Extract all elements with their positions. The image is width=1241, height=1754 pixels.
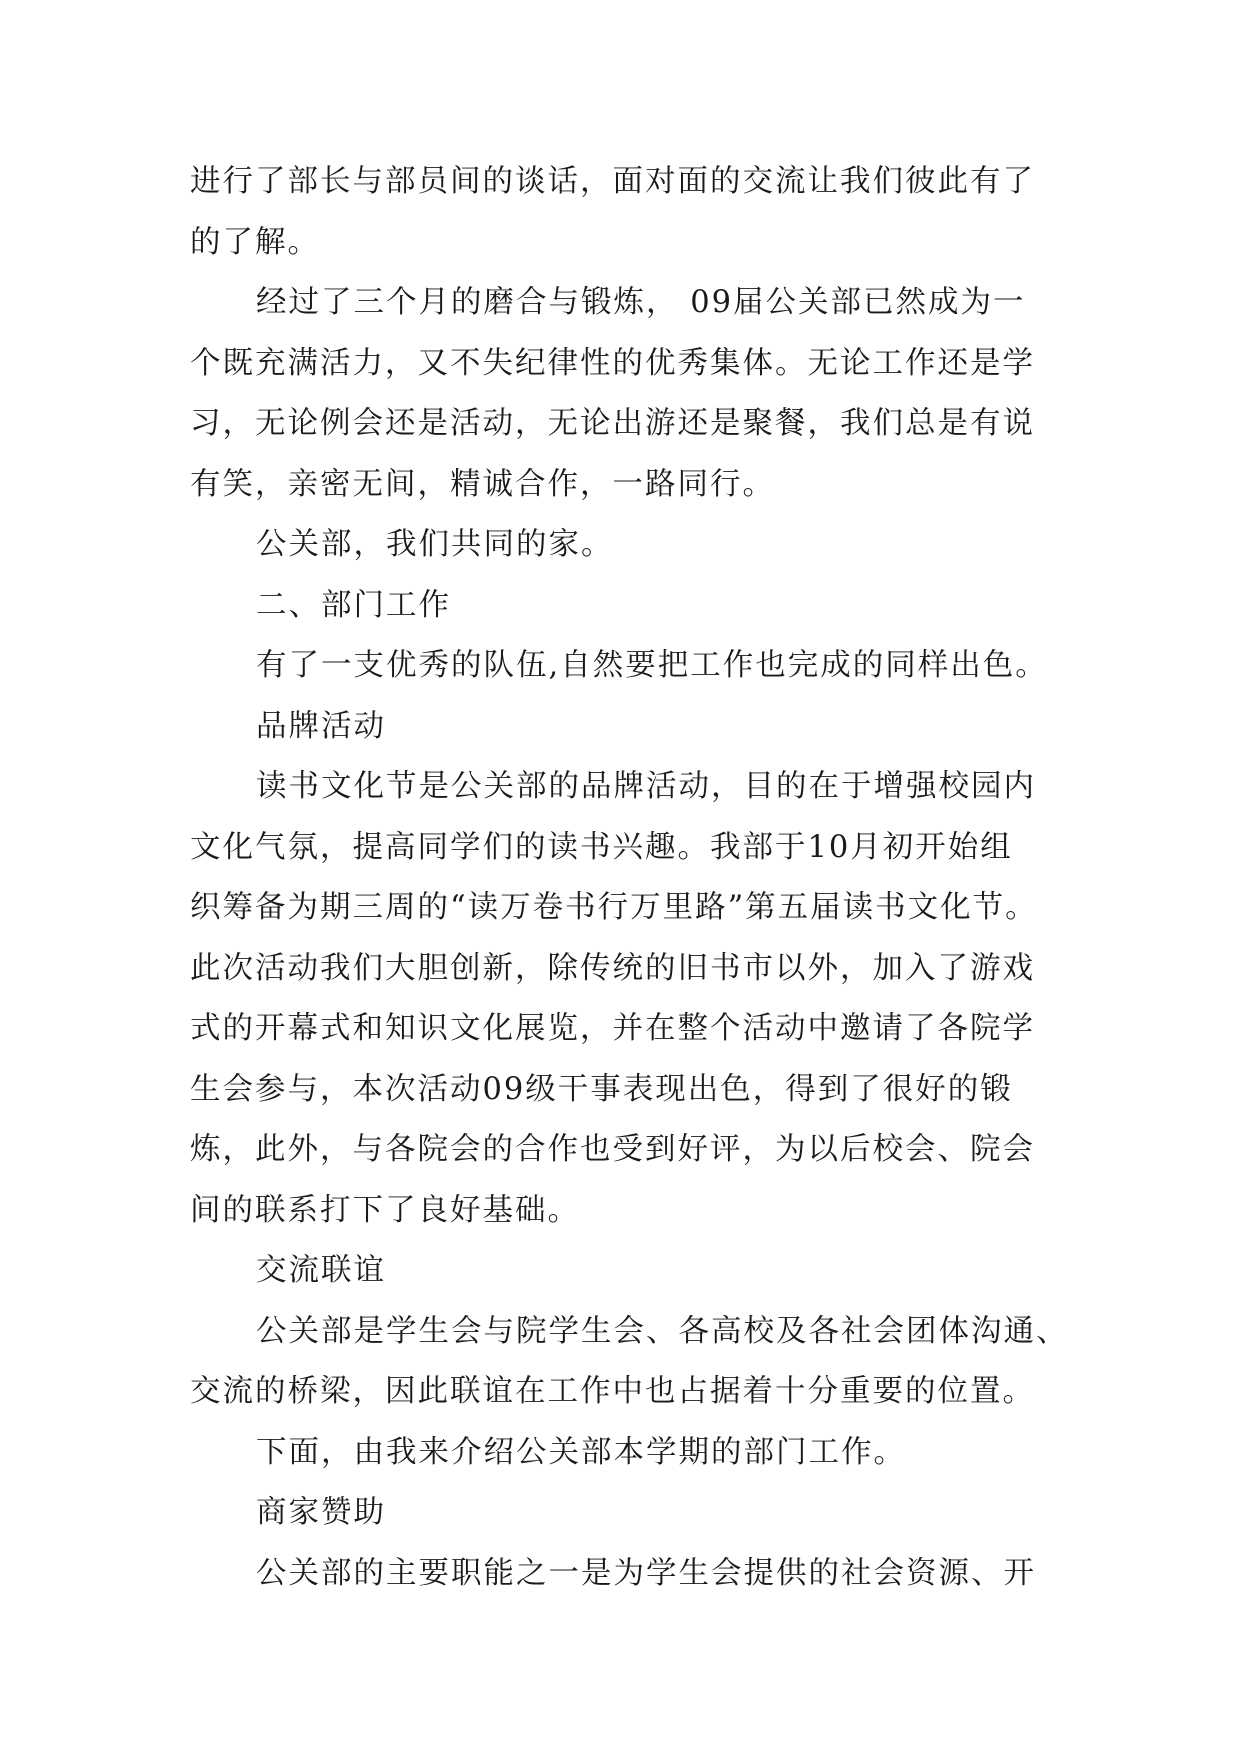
text-line: 文化气氛，提高同学们的读书兴趣。我部于10月初开始组 (190, 829, 1013, 865)
text-line: 经过了三个月的磨合与锻炼， 09届公关部已然成为一 (256, 285, 1026, 320)
text-line: 有笑，亲密无间，精诚合作，一路同行。 (190, 466, 775, 502)
text-line: 炼，此外，与各院会的合作也受到好评，为以后校会、院会 (190, 1132, 1035, 1167)
subsection-heading: 品牌活动 (256, 708, 386, 744)
text-line: 进行了部长与部员间的谈话，面对面的交流让我们彼此有了 (190, 164, 1035, 199)
section-heading: 二、部门工作 (256, 587, 451, 623)
text-line: 公关部，我们共同的家。 (256, 527, 614, 562)
subsection-heading: 商家赞助 (256, 1495, 386, 1530)
text-line: 读书文化节是公关部的品牌活动，目的在于增强校园内 (256, 769, 1036, 804)
text-line: 公关部是学生会与院学生会、各高校及各社会团体沟通、 (256, 1313, 1069, 1349)
text-line: 间的联系打下了良好基础。 (190, 1192, 580, 1228)
text-line: 下面，由我来介绍公关部本学期的部门工作。 (256, 1434, 906, 1470)
text-line: 的了解。 (190, 224, 320, 260)
document-body (190, 152, 1069, 1604)
text-line: 习，无论例会还是活动，无论出游还是聚餐，我们总是有说 (190, 406, 1035, 441)
text-line: 生会参与，本次活动09级干事表现出色，得到了很好的锻 (190, 1071, 1013, 1107)
text-line: 织筹备为期三周的“读万卷书行万里路”第五届读书文化节。 (190, 890, 1038, 925)
text-line: 交流的桥梁，因此联谊在工作中也占据着十分重要的位置。 (190, 1374, 1035, 1409)
text-line: 此次活动我们大胆创新，除传统的旧书市以外，加入了游戏 (190, 950, 1035, 986)
subsection-heading: 交流联谊 (256, 1253, 386, 1288)
text-line: 公关部的主要职能之一是为学生会提供的社会资源、开 (256, 1555, 1036, 1591)
text-line: 有了一支优秀的队伍,自然要把工作也完成的同样出色。 (256, 648, 1048, 683)
text-line: 式的开幕式和知识文化展览，并在整个活动中邀请了各院学 (190, 1011, 1035, 1046)
text-line: 个既充满活力，又不失纪律性的优秀集体。无论工作还是学 (190, 345, 1035, 381)
